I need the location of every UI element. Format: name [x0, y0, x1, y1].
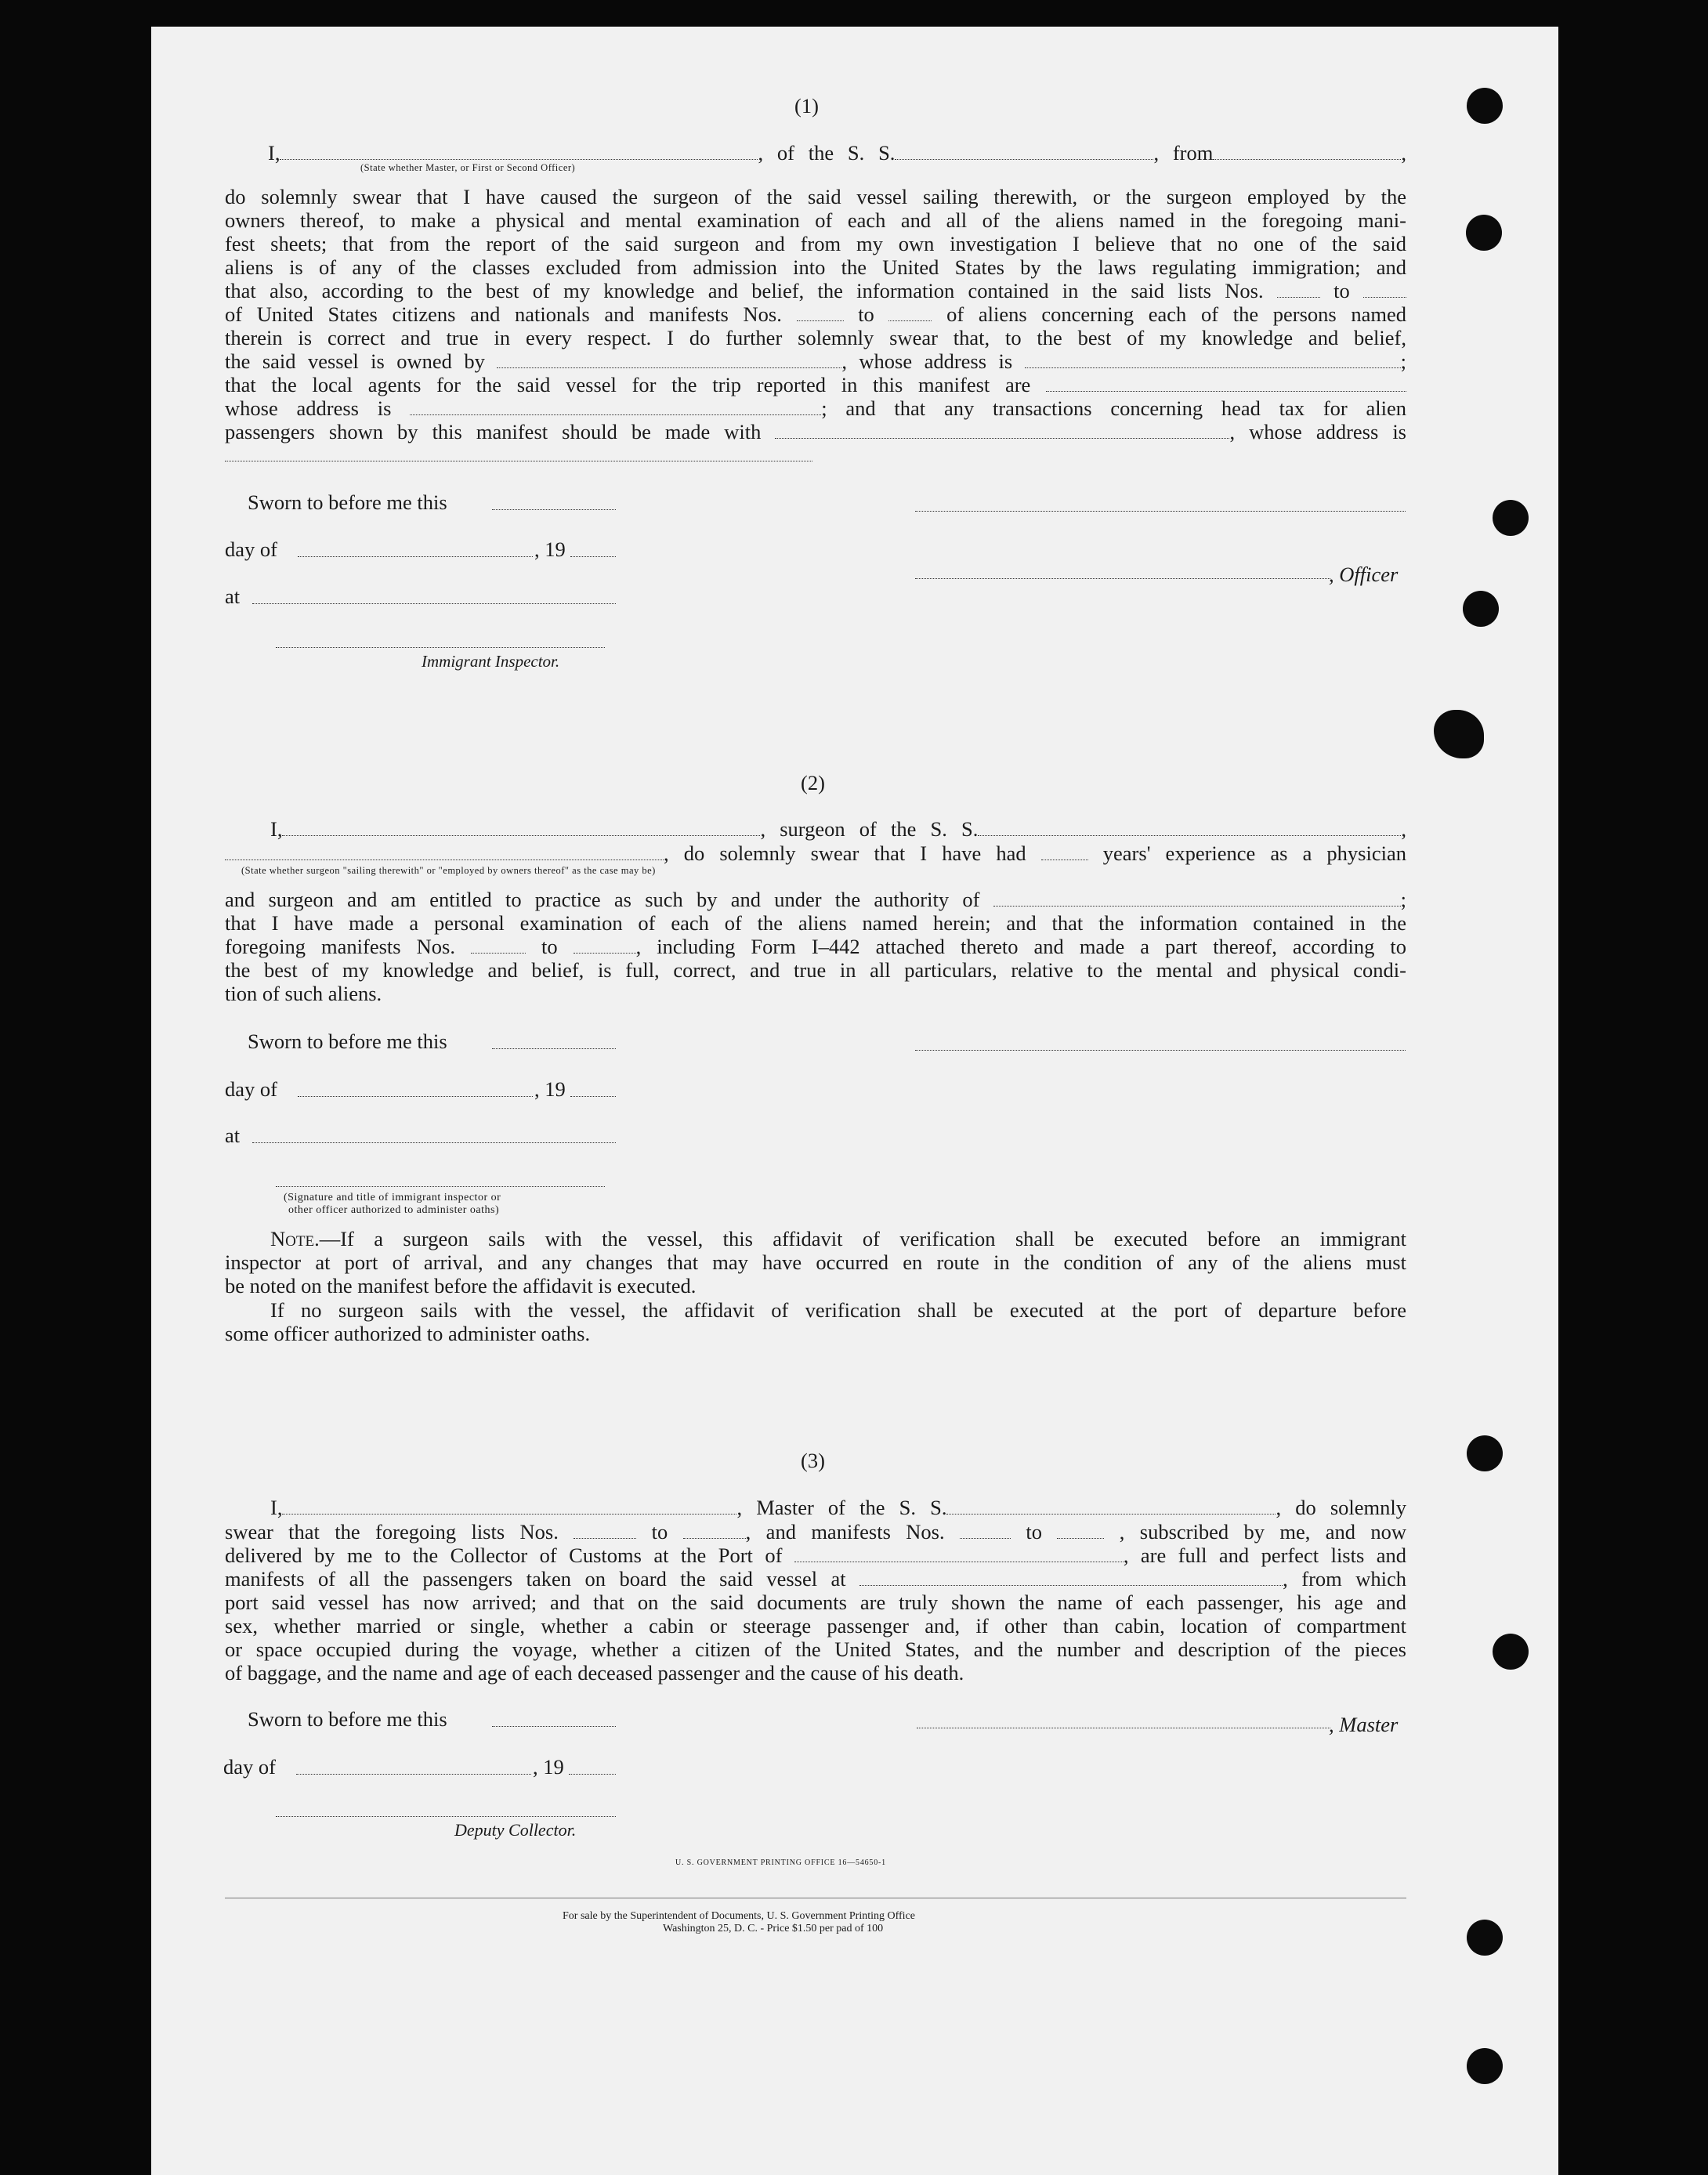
text-line: foregoing manifests Nos. to , including Form I–442 attached thereto and made a part thereof, according to	[225, 935, 1406, 958]
punch-hole	[1463, 591, 1499, 627]
text-line: passengers shown by this manifest should be made with , whose address is	[225, 420, 1406, 443]
officer-label: , Officer	[1329, 563, 1399, 586]
text-line: or space occupied during the voyage, whether a citizen of the United States, and the number and description of the pieces	[225, 1638, 1406, 1661]
blank-field[interactable]	[1046, 377, 1406, 392]
punch-hole	[1467, 88, 1503, 124]
day-label: day of	[225, 537, 277, 561]
text-line: therein is correct and true in every respect. I do further solemnly swear that, to the best of my knowledge and belief,	[225, 326, 1406, 349]
text-line: do solemnly swear that I have caused the surgeon of the said vessel sailing therewith, or the surgeon employed by the	[225, 185, 1406, 208]
text-line: the said vessel is owned by , whose address is ;	[225, 349, 1406, 373]
text-line: that also, according to the best of my knowledge and belief, the information contained in the said lists Nos. to	[225, 279, 1406, 302]
sworn-label: Sworn to before me this	[248, 1030, 447, 1053]
text-line: port said vessel has now arrived; and that on the said documents are truly shown the name of each passenger, his age and	[225, 1591, 1406, 1614]
blank-field[interactable]	[252, 603, 616, 604]
field-caption: (State whether Master, or First or Second Officer)	[360, 162, 576, 173]
year-label: , 19	[534, 537, 566, 561]
text-line: that the local agents for the said vessel for the trip reported in this manifest are	[225, 373, 1406, 396]
signature-caption: other officer authorized to administer oaths)	[288, 1204, 500, 1216]
blank-field[interactable]	[888, 306, 932, 321]
punch-hole	[1466, 215, 1502, 251]
blank-field[interactable]	[574, 939, 636, 954]
blank-field[interactable]	[492, 1048, 616, 1049]
blank-field[interactable]	[280, 145, 758, 160]
blank-field[interactable]	[1057, 1524, 1104, 1539]
blank-field[interactable]	[570, 556, 616, 557]
punch-hole	[1493, 1634, 1529, 1670]
blank-field[interactable]	[225, 845, 664, 860]
year-label: , 19	[534, 1077, 566, 1101]
blank-field[interactable]	[252, 1142, 616, 1143]
punch-hole	[1467, 2048, 1503, 2084]
note-text: inspector at port of arrival, and any changes that may have occurred en route in the condition of any of the aliens must	[225, 1250, 1406, 1274]
note-text: be noted on the manifest before the affidavit is executed.	[225, 1274, 697, 1297]
text-line: manifests of all the passengers taken on board the said vessel at , from which	[225, 1567, 1407, 1591]
text-line: delivered by me to the Collector of Customs at the Port of , are full and perfect lists and	[225, 1543, 1406, 1567]
text-line: of baggage, and the name and age of each deceased passenger and the cause of his death.	[225, 1661, 964, 1685]
sworn-label: Sworn to before me this	[248, 1707, 447, 1731]
blank-field[interactable]	[282, 1500, 736, 1515]
blank-field[interactable]	[1213, 145, 1401, 160]
blank-field[interactable]	[797, 306, 844, 321]
sale-notice: For sale by the Superintendent of Documents, U. S. Government Printing Office	[563, 1910, 915, 1922]
ink-blot	[1434, 710, 1484, 758]
blank-field[interactable]	[960, 1524, 1011, 1539]
blank-field[interactable]	[296, 1774, 531, 1775]
deputy-label: Deputy Collector.	[454, 1820, 577, 1840]
signature-line[interactable]	[915, 511, 1406, 512]
blank-field[interactable]	[282, 821, 760, 836]
printer-imprint: U. S. GOVERNMENT PRINTING OFFICE 16—54650-1	[675, 1858, 886, 1867]
blank-field[interactable]	[1025, 353, 1401, 368]
signature-line[interactable]	[915, 578, 1330, 579]
text-line: fest sheets; that from the report of the said surgeon and from my own investigation I believe that no one of the said	[225, 232, 1406, 255]
blank-field[interactable]	[1041, 845, 1088, 860]
punch-hole	[1467, 1435, 1503, 1471]
blank-field[interactable]	[993, 892, 1401, 907]
punch-hole	[1467, 1920, 1503, 1956]
blank-field[interactable]	[569, 1774, 616, 1775]
text-line: I, , Master of the S. S. , do solemnly	[270, 1496, 1407, 1519]
blank-field[interactable]	[859, 1571, 1283, 1586]
blank-field[interactable]	[492, 509, 616, 510]
text-line: tion of such aliens.	[225, 982, 382, 1005]
signature-line[interactable]	[276, 647, 605, 648]
blank-field[interactable]	[471, 939, 526, 954]
text-line: that I have made a personal examination of each of the aliens named herein; and that the information contained in the	[225, 911, 1406, 935]
signature-line[interactable]	[276, 1816, 616, 1817]
text-line: owners thereof, to make a physical and mental examination of each and all of the aliens named in the foregoing mani-	[225, 208, 1406, 232]
text-line: whose address is ; and that any transactions concerning head tax for alien	[225, 396, 1407, 420]
blank-field[interactable]	[946, 1500, 1276, 1515]
blank-field[interactable]	[775, 424, 1229, 439]
section-number: (3)	[801, 1449, 825, 1472]
signature-caption: (Signature and title of immigrant inspector or	[284, 1192, 501, 1203]
text-line: and surgeon and am entitled to practice as such by and under the authority of ;	[225, 888, 1407, 911]
day-label: day of	[225, 1077, 277, 1101]
text-line: I, , surgeon of the S. S. ,	[270, 817, 1406, 841]
note-text: Note.—If a surgeon sails with the vessel, this affidavit of verification shall be executed before an immigrant	[270, 1227, 1406, 1250]
section-number: (1)	[794, 94, 819, 118]
at-label: at	[225, 584, 241, 608]
text-line: the best of my knowledge and belief, is full, correct, and true in all particulars, relative to the mental and physical condi-	[225, 958, 1406, 982]
signature-line[interactable]	[915, 1050, 1406, 1051]
blank-field[interactable]	[683, 1524, 746, 1539]
text-line: of United States citizens and nationals and manifests Nos. to of aliens concerning each of the persons named	[225, 302, 1407, 326]
sworn-label: Sworn to before me this	[248, 490, 447, 514]
signature-line[interactable]	[276, 1186, 605, 1187]
text-line: swear that the foregoing lists Nos. to , and manifests Nos. to , subscribed by me, and now	[225, 1520, 1407, 1543]
blank-field[interactable]	[1363, 283, 1406, 298]
punch-hole	[1493, 500, 1529, 536]
field-caption: (State whether surgeon "sailing therewith" or "employed by owners thereof" as the case may be)	[241, 865, 656, 876]
inspector-label: Immigrant Inspector.	[422, 652, 560, 671]
blank-field[interactable]	[410, 400, 821, 415]
at-label: at	[225, 1124, 241, 1147]
text-line: , do solemnly swear that I have had years' experience as a physician	[225, 841, 1406, 865]
blank-field[interactable]	[895, 145, 1153, 160]
blank-field[interactable]	[574, 1524, 636, 1539]
blank-field[interactable]	[570, 1096, 616, 1097]
section-number: (2)	[801, 771, 825, 794]
text-line: sex, whether married or single, whether a cabin or steerage passenger and, if other than cabin, location of compartment	[225, 1614, 1406, 1638]
blank-field[interactable]	[497, 353, 841, 368]
sale-notice: Washington 25, D. C. - Price $1.50 per pad of 100	[663, 1923, 884, 1934]
blank-field[interactable]	[298, 556, 533, 557]
text-line: I, , of the S. S. , from ,	[268, 141, 1406, 165]
blank-field[interactable]	[794, 1547, 1124, 1562]
blank-field[interactable]	[298, 1096, 533, 1097]
master-label: , Master	[1329, 1713, 1399, 1736]
note-text: some officer authorized to administer oaths.	[225, 1322, 591, 1345]
blank-field[interactable]	[1277, 283, 1320, 298]
blank-field[interactable]	[492, 1726, 616, 1727]
day-label: day of	[223, 1755, 276, 1779]
note-text: If no surgeon sails with the vessel, the affidavit of verification shall be executed at the port of departure before	[270, 1298, 1406, 1322]
year-label: , 19	[533, 1755, 564, 1779]
blank-field[interactable]	[978, 821, 1401, 836]
text-line: aliens is of any of the classes excluded from admission into the United States by the laws regulating immigration; and	[225, 255, 1406, 279]
